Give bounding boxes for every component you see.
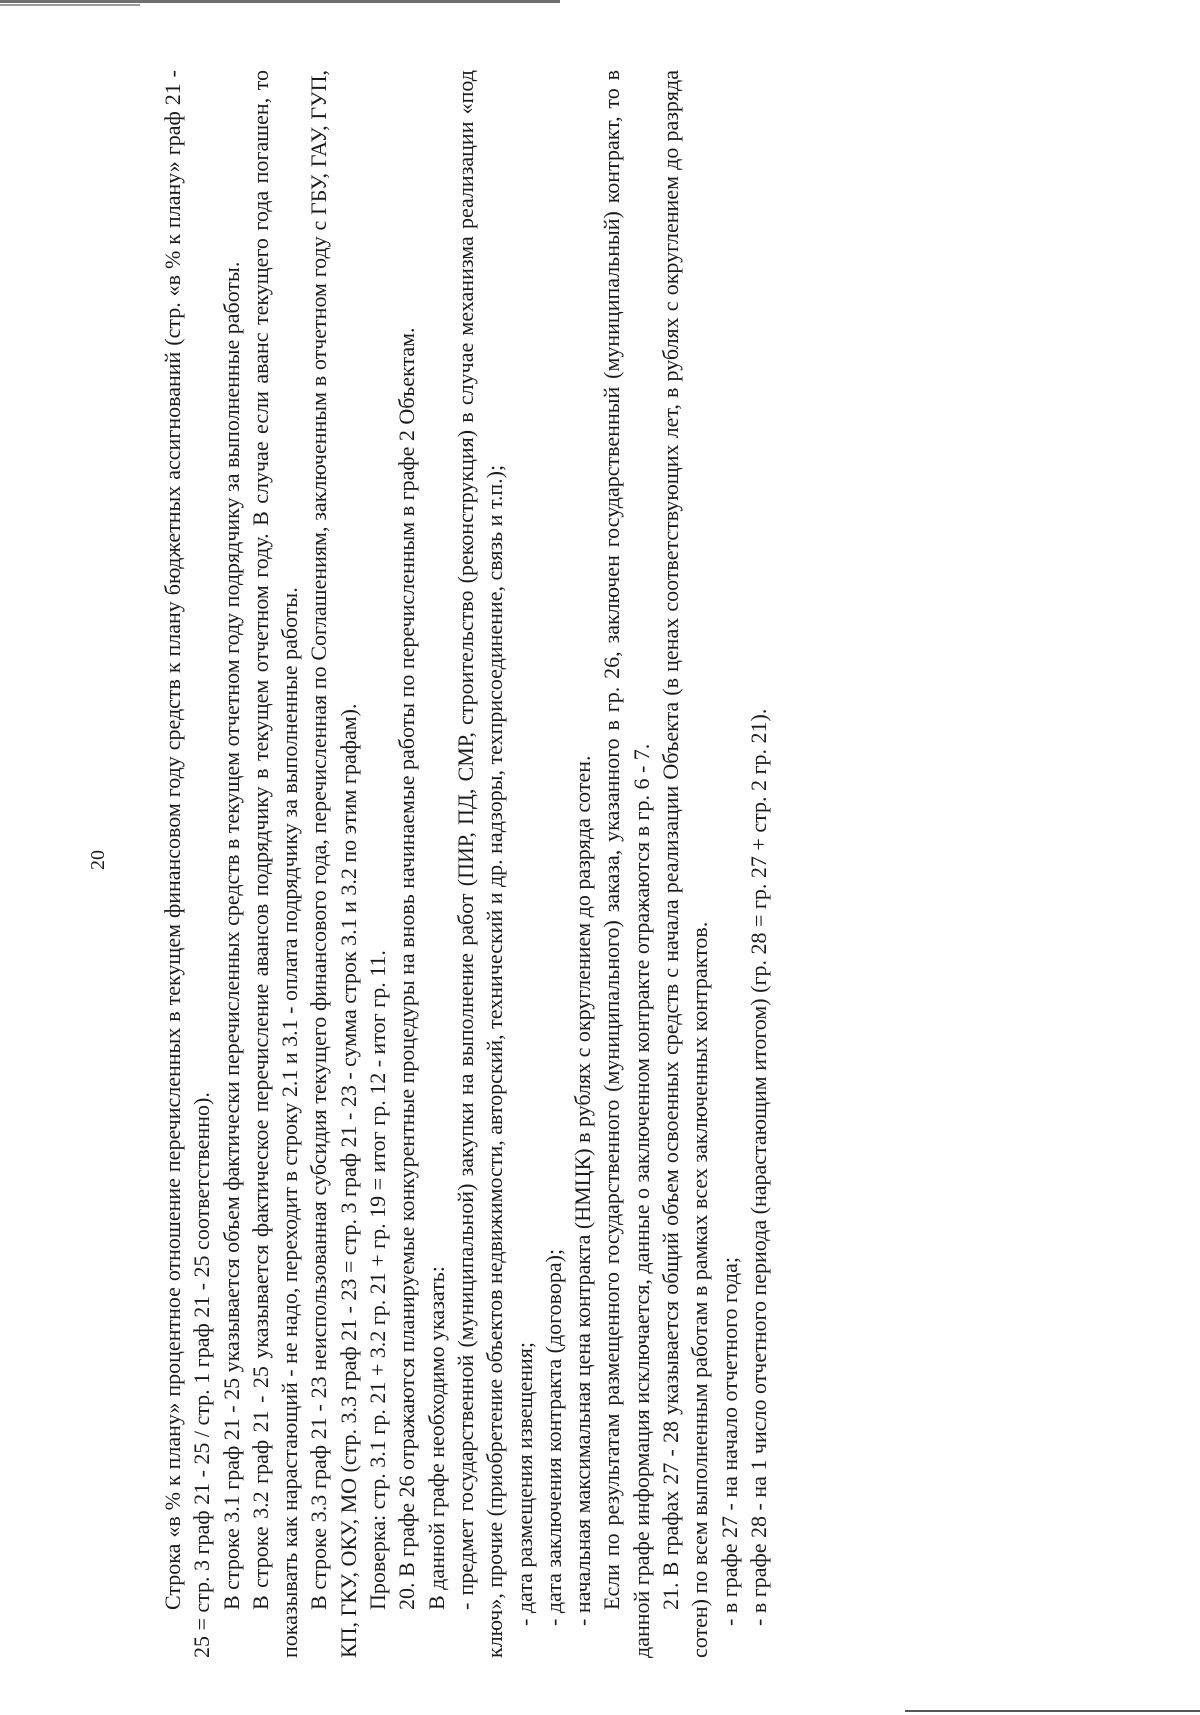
scan-edge-bottom [905,1710,1200,1712]
paragraph: В строке 3.1 граф 21 - 25 указывается объем фактически перечисленных средств в текущем отчетном году подрядчику за выполненные работы. [218,261,244,1610]
scan-edge-top [0,0,560,3]
paragraph: В данной графе необходимо указать: [423,1266,449,1610]
paragraph: 20. В графе 26 отражаются планируемые конкурентные процедуры на вновь начинаемые работы по перечисленным в графе 2 Объектам. [394,327,420,1610]
paragraph: Проверка: стр. 3.1 гр. 21 + 3.2 гр. 21 + гр. 19 = итог гр. 12 - итог гр. 11. [365,950,391,1610]
document-body [158,70,998,1658]
page-number: 20 [86,850,109,870]
list-item: - в графе 28 - на 1 число отчетного периода (нарастающим итогом) (гр. 28 = гр. 27 + стр. 2 гр. 21). [745,708,771,1626]
list-item: - дата размещения извещения; [511,1341,537,1626]
paragraph: Если по результатам размещенного государственного (муниципального) заказа, указанного в гр. 26, заключен государственный (муниципальный) контракт, то в данной графе информация исключается, данные о заключенном контракте отражаются в гр. 6 - 7. [599,70,654,1658]
paragraph: Строка «в % к плану» процентное отношение перечисленных в текущем финансовом году средств к плану бюджетных ассигнований (стр. «в % к плану» граф 21 - 25 = стр. 3 граф 21 - 25 / стр. 1 граф 21 - 25 соответственно). [160,70,215,1658]
list-item: - дата заключения контракта (договора); [540,1248,566,1626]
paragraph: В строке 3.3 граф 21 - 23 неиспользованная субсидия текущего финансового года, перечисленная по Соглашениям, заключенным в отчетном году с ГБУ, ГАУ, ГУП, КП, ГКУ, ОКУ, МО (стр. 3.3 граф 21 - 23 = стр. 3 граф 21 - 23 - сумма строк 3.1 и 3.2 по этим графам). [306,70,361,1658]
paragraph: 21. В графах 27 - 28 указывается общий объем освоенных средств с начала реализации Объекта (в ценах соответствующих лет, в рублях с округлением до разряда сотен) по всем выполненным работам в рамках всех заключенных контрактов. [658,70,713,1658]
scan-edge-top-secondary [0,4,140,6]
paragraph: - предмет государственной (муниципальной) закупки на выполнение работ (ПИР, ПД, СМР, строительство (реконструкция) в случае механизма реализации «под ключ», прочие (приобретение объектов недвижимости, авторский, технический и др. надзоры, техприсоединение, связь и т.п.); [452,70,508,1658]
list-item: - начальная максимальная цена контракта (НМЦК) в рублях с округлением до разряда сотен. [570,755,596,1626]
list-item: - в графе 27 - на начало отчетного года; [716,1257,742,1626]
paragraph: В строке 3.2 граф 21 - 25 указывается фактическое перечисление авансов подрядчику в текущем отчетном году. В случае если аванс текущего года погашен, то показывать как нарастающий - не надо, переходит в строку 2.1 и 3.1 - оплата подрядчику за выполненные работы. [247,70,303,1658]
